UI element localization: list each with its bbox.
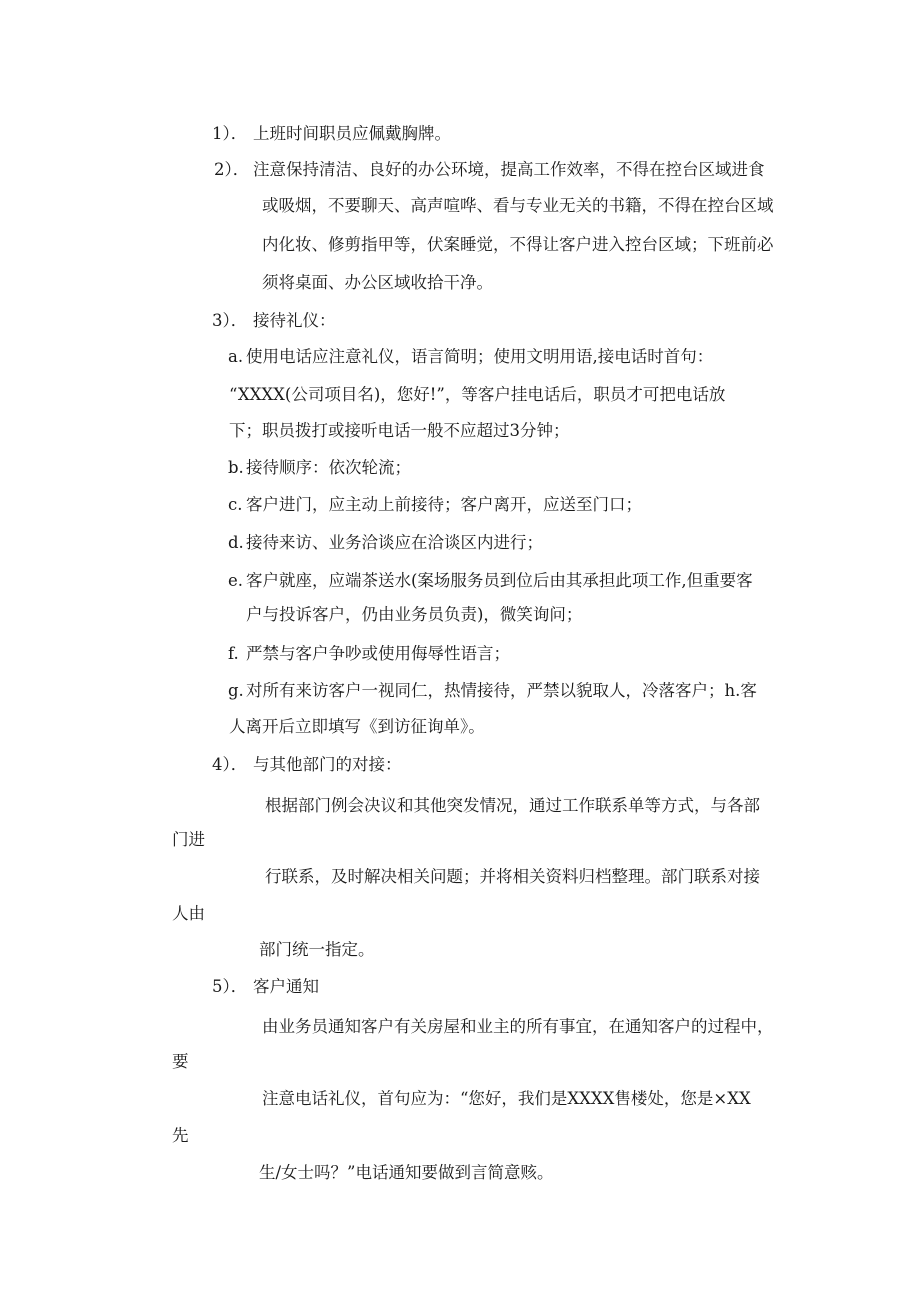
section-5-line-3: 注意电话礼仪，首句应为：“您好，我们是XXXX售楼处，您是×XX [262,1089,751,1108]
section-2-line-3: 内化妆、修剪指甲等，伏案睡觉，不得让客户进入控台区域；下班前必 [262,235,774,254]
section-2-line-1: 注意保持清洁、良好的办公环境，提高工作效率，不得在控台区域进食 [253,160,765,179]
item-a-label: a. [228,347,244,366]
item-b-label: b. [228,458,244,477]
item-a-line-1: 使用电话应注意礼仪，语言简明；使用文明用语,接电话时首句： [246,347,714,366]
section-2-line-4: 须将桌面、办公区域收拾干净。 [262,273,493,292]
section-5-heading: 客户通知 [253,977,319,996]
item-g-label: g. [228,681,244,700]
item-d-label: d. [228,533,244,552]
section-4-line-5: 部门统一指定。 [259,940,375,959]
section-1-number: 1）． [212,124,248,143]
item-b-text: 接待顺序：依次轮流； [246,458,411,477]
item-f-label: f. [228,644,239,663]
section-2-number: 2）． [214,160,250,179]
section-4-line-1: 根据部门例会决议和其他突发情况，通过工作联系单等方式，与各部 [265,796,760,815]
item-f-text: 严禁与客户争吵或使用侮辱性语言； [246,644,510,663]
item-e-label: e. [228,571,244,590]
item-a-line-2: “XXXX(公司项目名)，您好!”，等客户挂电话后，职员才可把电话放 [229,385,726,404]
section-4-line-3: 行联系，及时解决相关问题；并将相关资料归档整理。部门联系对接 [265,867,760,886]
section-5-line-5: 生/女士吗？”电话通知要做到言简意赅。 [259,1163,554,1182]
section-5-line-2: 要 [172,1052,189,1071]
section-5-line-4: 先 [172,1126,189,1145]
section-5-number: 5）． [212,977,248,996]
section-2-line-2: 或吸烟，不要聊天、高声喧哗、看与专业无关的书籍，不得在控台区域 [262,196,774,215]
item-a-line-3: 下；职员拨打或接听电话一般不应超过3分钟； [229,421,570,440]
item-d-text: 接待来访、业务洽谈应在洽谈区内进行； [246,533,543,552]
section-3-number: 3）． [212,311,248,330]
item-e-line-1: 客户就座，应端茶送水(案场服务员到位后由其承担此项工作,但重要客 [246,571,753,590]
section-1-text: 上班时间职员应佩戴胸牌。 [253,124,451,143]
section-4-line-2: 门进 [172,830,205,849]
section-4-line-4: 人由 [172,904,205,923]
item-g-line-2: 人离开后立即填写《到访征询单》。 [229,717,485,736]
item-c-label: c. [228,495,243,514]
section-4-heading: 与其他部门的对接： [253,755,402,774]
item-g-line-1: 对所有来访客户一视同仁，热情接待，严禁以貌取人，冷落客户；h.客 [246,681,757,700]
section-5-line-1: 由业务员通知客户有关房屋和业主的所有事宜，在通知客户的过程中， [262,1017,774,1036]
item-c-text: 客户进门，应主动上前接待；客户离开，应送至门口； [246,495,642,514]
section-4-number: 4）． [212,755,248,774]
section-3-heading: 接待礼仪： [253,311,336,330]
item-e-line-2: 户与投诉客户，仍由业务员负责)，微笑询问； [246,605,583,624]
